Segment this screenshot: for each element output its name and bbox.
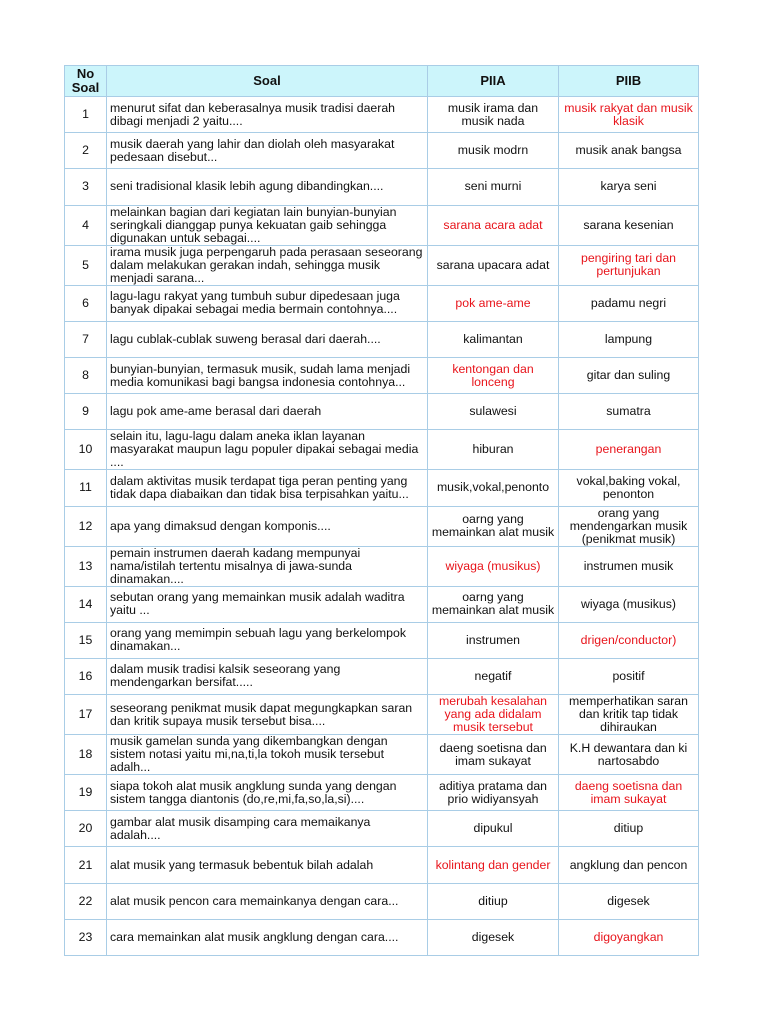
question-cell: selain itu, lagu-lagu dalam aneka iklan layanan masyarakat maupun lagu populer dipakai sebagai media .... xyxy=(107,430,428,470)
answer-piib-cell: wiyaga (musikus) xyxy=(559,586,699,622)
answer-piib-cell: musik anak bangsa xyxy=(559,133,699,169)
answer-piib-cell: karya seni xyxy=(559,169,699,205)
row-number: 16 xyxy=(65,658,107,694)
row-number: 12 xyxy=(65,506,107,546)
row-number: 1 xyxy=(65,97,107,133)
question-cell: dalam musik tradisi kalsik seseorang yang mendengarkan bersifat..... xyxy=(107,658,428,694)
answer-piia-cell: sarana upacara adat xyxy=(428,245,559,285)
row-number: 14 xyxy=(65,586,107,622)
answer-piia-cell: oarng yang memainkan alat musik xyxy=(428,586,559,622)
answer-piia-cell: digesek xyxy=(428,919,559,955)
answer-piia-cell: sarana acara adat xyxy=(428,205,559,245)
answer-piib-cell: padamu negri xyxy=(559,285,699,321)
answer-piib-cell: drigen/conductor) xyxy=(559,622,699,658)
answer-piib-cell: instrumen musik xyxy=(559,546,699,586)
table-row xyxy=(65,586,699,622)
answer-piia-cell: oarng yang memainkan alat musik xyxy=(428,506,559,546)
row-number: 22 xyxy=(65,883,107,919)
answer-piia-cell: negatif xyxy=(428,658,559,694)
question-cell: musik gamelan sunda yang dikembangkan dengan sistem notasi yaitu mi,na,ti,la tokoh musik tersebut adalh... xyxy=(107,735,428,775)
question-cell: cara memainkan alat musik angklung dengan cara.... xyxy=(107,919,428,955)
table-row xyxy=(65,285,699,321)
question-cell: alat musik pencon cara memainkanya dengan cara... xyxy=(107,883,428,919)
answer-piia-cell: ditiup xyxy=(428,883,559,919)
answer-piia-cell: wiyaga (musikus) xyxy=(428,546,559,586)
answer-piia-cell: pok ame-ame xyxy=(428,285,559,321)
row-number: 20 xyxy=(65,811,107,847)
table-row xyxy=(65,775,699,811)
table-row xyxy=(65,622,699,658)
row-number: 10 xyxy=(65,430,107,470)
header-soal: Soal xyxy=(107,66,428,97)
question-cell: gambar alat musik disamping cara memaikanya adalah.... xyxy=(107,811,428,847)
question-cell: irama musik juga perpengaruh pada perasaan seseorang dalam melakukan gerakan indah, sehingga musik menjadi sarana... xyxy=(107,245,428,285)
row-number: 21 xyxy=(65,847,107,883)
question-cell: dalam aktivitas musik terdapat tiga peran penting yang tidak dapa diabaikan dan tidak bisa terpisahkan yaitu... xyxy=(107,470,428,506)
answer-piia-cell: musik modrn xyxy=(428,133,559,169)
table-row xyxy=(65,245,699,285)
answer-piib-cell: sumatra xyxy=(559,394,699,430)
answer-piib-cell: gitar dan suling xyxy=(559,357,699,393)
question-cell: lagu cublak-cublak suweng berasal dari daerah.... xyxy=(107,321,428,357)
answer-piib-cell: K.H dewantara dan ki nartosabdo xyxy=(559,735,699,775)
answer-piib-cell: daeng soetisna dan imam sukayat xyxy=(559,775,699,811)
answer-piib-cell: pengiring tari dan pertunjukan xyxy=(559,245,699,285)
question-cell: bunyian-bunyian, termasuk musik, sudah lama menjadi media komunikasi bagi bangsa indonesia contohnya... xyxy=(107,357,428,393)
row-number: 2 xyxy=(65,133,107,169)
table-row xyxy=(65,735,699,775)
row-number: 9 xyxy=(65,394,107,430)
table-row xyxy=(65,811,699,847)
row-number: 3 xyxy=(65,169,107,205)
question-cell: pemain instrumen daerah kadang mempunyai nama/istilah tertentu misalnya di jawa-sunda dinamakan.... xyxy=(107,546,428,586)
row-number: 7 xyxy=(65,321,107,357)
table-row xyxy=(65,883,699,919)
answer-piia-cell: kalimantan xyxy=(428,321,559,357)
table-row xyxy=(65,919,699,955)
question-cell: seseorang penikmat musik dapat megungkapkan saran dan kritik supaya musik tersebut bisa.... xyxy=(107,695,428,735)
question-cell: siapa tokoh alat musik angklung sunda yang dengan sistem tangga diantonis (do,re,mi,fa,so,la,si).... xyxy=(107,775,428,811)
table-row xyxy=(65,847,699,883)
answer-piib-cell: digesek xyxy=(559,883,699,919)
table-row xyxy=(65,658,699,694)
question-cell: sebutan orang yang memainkan musik adalah waditra yaitu ... xyxy=(107,586,428,622)
answer-piib-cell: positif xyxy=(559,658,699,694)
answer-piia-cell: merubah kesalahan yang ada didalam musik tersebut xyxy=(428,695,559,735)
answer-piia-cell: dipukul xyxy=(428,811,559,847)
row-number: 15 xyxy=(65,622,107,658)
row-number: 5 xyxy=(65,245,107,285)
table-row xyxy=(65,169,699,205)
answer-piia-cell: kolintang dan gender xyxy=(428,847,559,883)
question-cell: lagu pok ame-ame berasal dari daerah xyxy=(107,394,428,430)
answer-piia-cell: kentongan dan lonceng xyxy=(428,357,559,393)
question-cell: orang yang memimpin sebuah lagu yang berkelompok dinamakan... xyxy=(107,622,428,658)
row-number: 17 xyxy=(65,695,107,735)
header-piib: PIIB xyxy=(559,66,699,97)
quiz-table xyxy=(64,65,699,956)
answer-piib-cell: ditiup xyxy=(559,811,699,847)
answer-piib-cell: memperhatikan saran dan kritik tap tidak dihiraukan xyxy=(559,695,699,735)
answer-piib-cell: musik rakyat dan musik klasik xyxy=(559,97,699,133)
table-row xyxy=(65,205,699,245)
answer-piia-cell: daeng soetisna dan imam sukayat xyxy=(428,735,559,775)
answer-piib-cell: digoyangkan xyxy=(559,919,699,955)
table-body xyxy=(65,97,699,956)
table-row xyxy=(65,321,699,357)
header-row xyxy=(65,66,699,97)
row-number: 13 xyxy=(65,546,107,586)
table-row xyxy=(65,133,699,169)
row-number: 6 xyxy=(65,285,107,321)
header-piia: PIIA xyxy=(428,66,559,97)
answer-piib-cell: orang yang mendengarkan musik (penikmat musik) xyxy=(559,506,699,546)
answer-piia-cell: hiburan xyxy=(428,430,559,470)
answer-piib-cell: angklung dan pencon xyxy=(559,847,699,883)
question-cell: apa yang dimaksud dengan komponis.... xyxy=(107,506,428,546)
row-number: 4 xyxy=(65,205,107,245)
row-number: 8 xyxy=(65,357,107,393)
table-row xyxy=(65,394,699,430)
question-cell: menurut sifat dan keberasalnya musik tradisi daerah dibagi menjadi 2 yaitu.... xyxy=(107,97,428,133)
answer-piia-cell: sulawesi xyxy=(428,394,559,430)
table-row xyxy=(65,506,699,546)
table-row xyxy=(65,430,699,470)
answer-piia-cell: musik,vokal,penonto xyxy=(428,470,559,506)
question-cell: seni tradisional klasik lebih agung dibandingkan.... xyxy=(107,169,428,205)
table-row xyxy=(65,546,699,586)
question-cell: musik daerah yang lahir dan diolah oleh masyarakat pedesaan disebut... xyxy=(107,133,428,169)
answer-piia-cell: seni murni xyxy=(428,169,559,205)
answer-piib-cell: lampung xyxy=(559,321,699,357)
table-row xyxy=(65,470,699,506)
row-number: 23 xyxy=(65,919,107,955)
header-no-soal: No Soal xyxy=(65,66,107,97)
answer-piia-cell: instrumen xyxy=(428,622,559,658)
question-cell: lagu-lagu rakyat yang tumbuh subur dipedesaan juga banyak dipakai sebagai media bermain contohnya.... xyxy=(107,285,428,321)
row-number: 18 xyxy=(65,735,107,775)
table-row xyxy=(65,695,699,735)
table-row xyxy=(65,357,699,393)
answer-piib-cell: vokal,baking vokal, penonton xyxy=(559,470,699,506)
answer-piib-cell: sarana kesenian xyxy=(559,205,699,245)
question-cell: alat musik yang termasuk bebentuk bilah adalah xyxy=(107,847,428,883)
question-cell: melainkan bagian dari kegiatan lain bunyian-bunyian seringkali dianggap punya kekuatan gaib sehingga digunakan untuk sebagai.... xyxy=(107,205,428,245)
answer-piia-cell: musik irama dan musik nada xyxy=(428,97,559,133)
row-number: 11 xyxy=(65,470,107,506)
row-number: 19 xyxy=(65,775,107,811)
answer-piia-cell: aditiya pratama dan prio widiyansyah xyxy=(428,775,559,811)
answer-piib-cell: penerangan xyxy=(559,430,699,470)
table-row xyxy=(65,97,699,133)
